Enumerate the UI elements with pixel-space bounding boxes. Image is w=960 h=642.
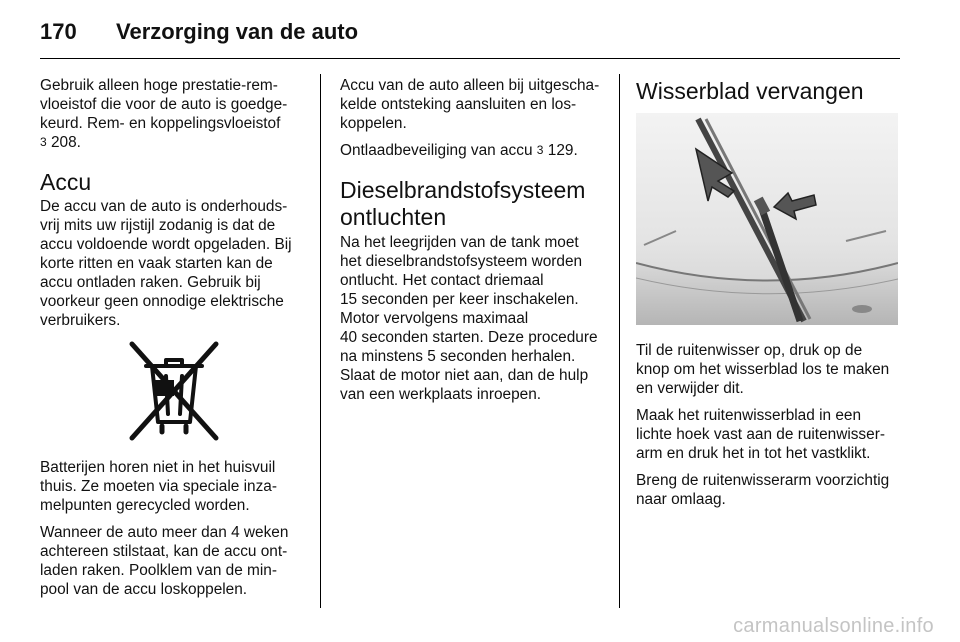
page-number: 170 [40,19,77,44]
column-middle [340,76,610,412]
page-reference: 129. [547,142,578,159]
wiper-step-1: Til de ruitenwisser op, druk op de knop om het wisserblad los te maken en verwijder dit. [636,342,890,397]
diesel-paragraph: Na het leegrijden van de tank moet het dieselbrandstofsysteem worden ontlucht. Het contact driemaal 15 seconden per keer inschakelen. Motor vervolgens maximaal 40 seconden starten. Deze procedure na minstens 5 seconden herhalen. Slaat de motor niet aan, dan de hulp van een werkplaats inroepen. [340,234,598,403]
disconnect-paragraph: Wanneer de auto meer dan 4 weken achtereen stilstaat, kan de accu ont- laden raken. Poolklem van de min- pool van de accu loskoppelen. [40,524,289,598]
page-reference-icon: 3 [536,143,544,157]
column-divider [320,74,321,608]
discharge-paragraph [340,141,610,161]
page-reference-icon: 3 [40,135,47,149]
page-header [40,14,358,50]
page-reference: 208. [50,134,81,151]
heading-diesel-system: Dieselbrandstofsysteem ontluchten [340,177,586,230]
wiper-illustration [636,113,906,325]
brake-fluid-text: Gebruik alleen hoge prestatie-rem- vloeistof die voor de auto is goedge- keurd. Rem- en koppelingsvloeistof [40,77,288,132]
header-rule [40,58,900,59]
column-left [40,76,312,607]
accu-connect-paragraph: Accu van de auto alleen bij uitgescha- kelde ontsteking aansluiten en los- koppelen. [340,77,600,132]
accu-paragraph: De accu van de auto is onderhouds- vrij mits uw rijstijl zodanig is dat de accu voldoende wordt opgeladen. Bij korte ritten en vaak starten kan de accu ontladen raken. Gebruik bij voorkeur geen onnodige elektrische verbruikers. [40,198,292,329]
heading-wiper-blade: Wisserblad vervangen [636,78,864,104]
discharge-text: Ontlaadbeveiliging van accu [340,142,533,159]
watermark: carmanualsonline.info [733,615,934,637]
column-divider [619,74,620,608]
batteries-paragraph: Batterijen horen niet in het huisvuil thuis. Ze moeten via speciale inza- melpunten gerecycled worden. [40,459,277,514]
page-title: Verzorging van de auto [116,19,359,44]
heading-accu: Accu [40,169,92,195]
column-right [636,76,906,517]
brake-fluid-paragraph [40,76,312,153]
wiper-step-3: Breng de ruitenwisserarm voorzichtig naar omlaag. [636,472,890,508]
crossed-out-bin-icon [118,338,230,442]
wiper-step-2: Maak het ruitenwisserblad in een lichte hoek vast aan de ruitenwisser- arm en druk het in tot het vastklikt. [636,407,885,462]
